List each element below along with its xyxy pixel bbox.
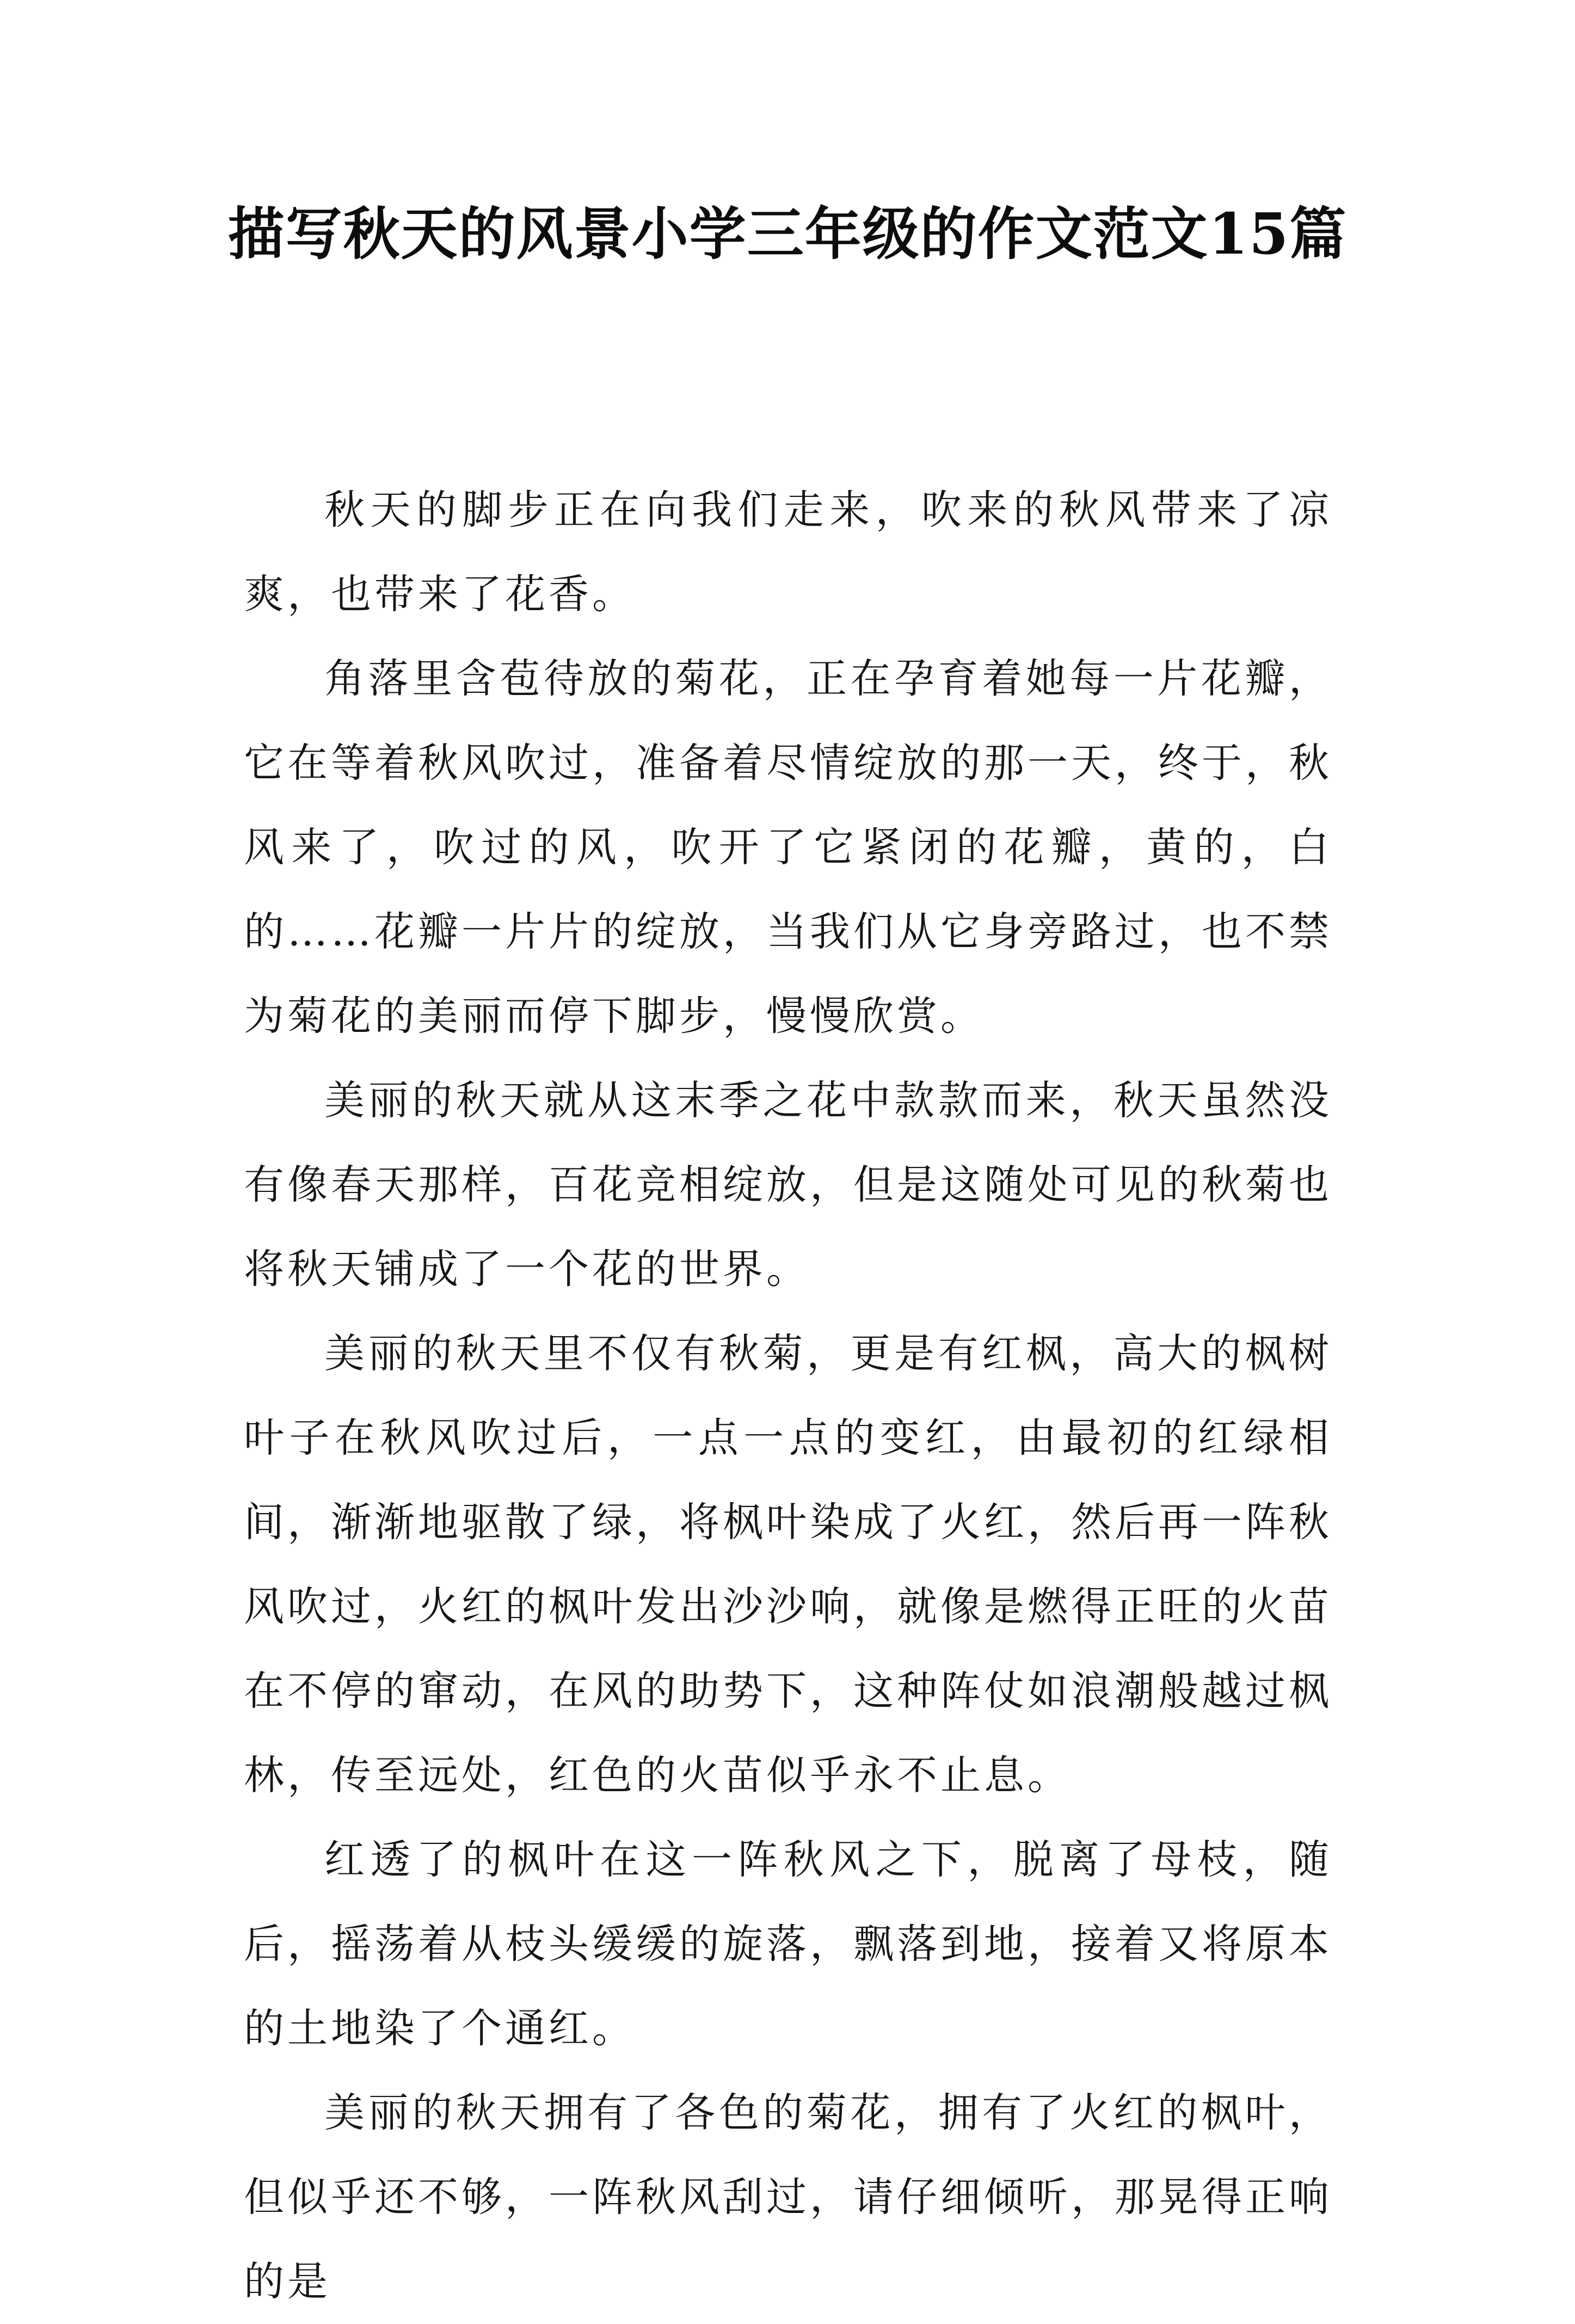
paragraph-5: 红透了的枫叶在这一阵秋风之下，脱离了母枝，随后，摇荡着从枝头缓缓的旋落，飘落到地，接着又将原本的土地染了个通红。 (244, 1836, 1332, 2052)
document-title: 描写秋天的风景小学三年级的作文范文15篇 (227, 200, 1348, 267)
paragraph-4: 美丽的秋天里不仅有秋菊，更是有红枫，高大的枫树叶子在秋风吹过后，一点一点的变红，由最初的红绿相间，渐渐地驱散了绿，将枫叶染成了火红，然后再一阵秋风吹过，火红的枫叶发出沙沙响，就像是燃得正旺的火苗在不停的窜动，在风的助势下，这种阵仗如浪潮般越过枫林，传至远处，红色的火苗似乎永不止息。 (244, 1330, 1332, 1799)
paragraph-1: 秋天的脚步正在向我们走来，吹来的秋风带来了凉爽，也带来了花香。 (244, 487, 1332, 618)
paragraph-2: 角落里含苞待放的菊花，正在孕育着她每一片花瓣，它在等着秋风吹过，准备着尽情绽放的那一天，终于，秋风来了，吹过的风，吹开了它紧闭的花瓣，黄的，白的……花瓣一片片的绽放，当我们从它身旁路过，也不禁为菊花的美丽而停下脚步，慢慢欣赏。 (244, 655, 1332, 1040)
document-body (244, 468, 1332, 2324)
paragraph-3: 美丽的秋天就从这末季之花中款款而来，秋天虽然没有像春天那样，百花竞相绽放，但是这随处可见的秋菊也将秋天铺成了一个花的世界。 (244, 1077, 1332, 1293)
paragraph-6: 美丽的秋天拥有了各色的菊花，拥有了火红的枫叶，但似乎还不够，一阵秋风刮过，请仔细倾听，那晃得正响的是 (244, 2089, 1332, 2305)
